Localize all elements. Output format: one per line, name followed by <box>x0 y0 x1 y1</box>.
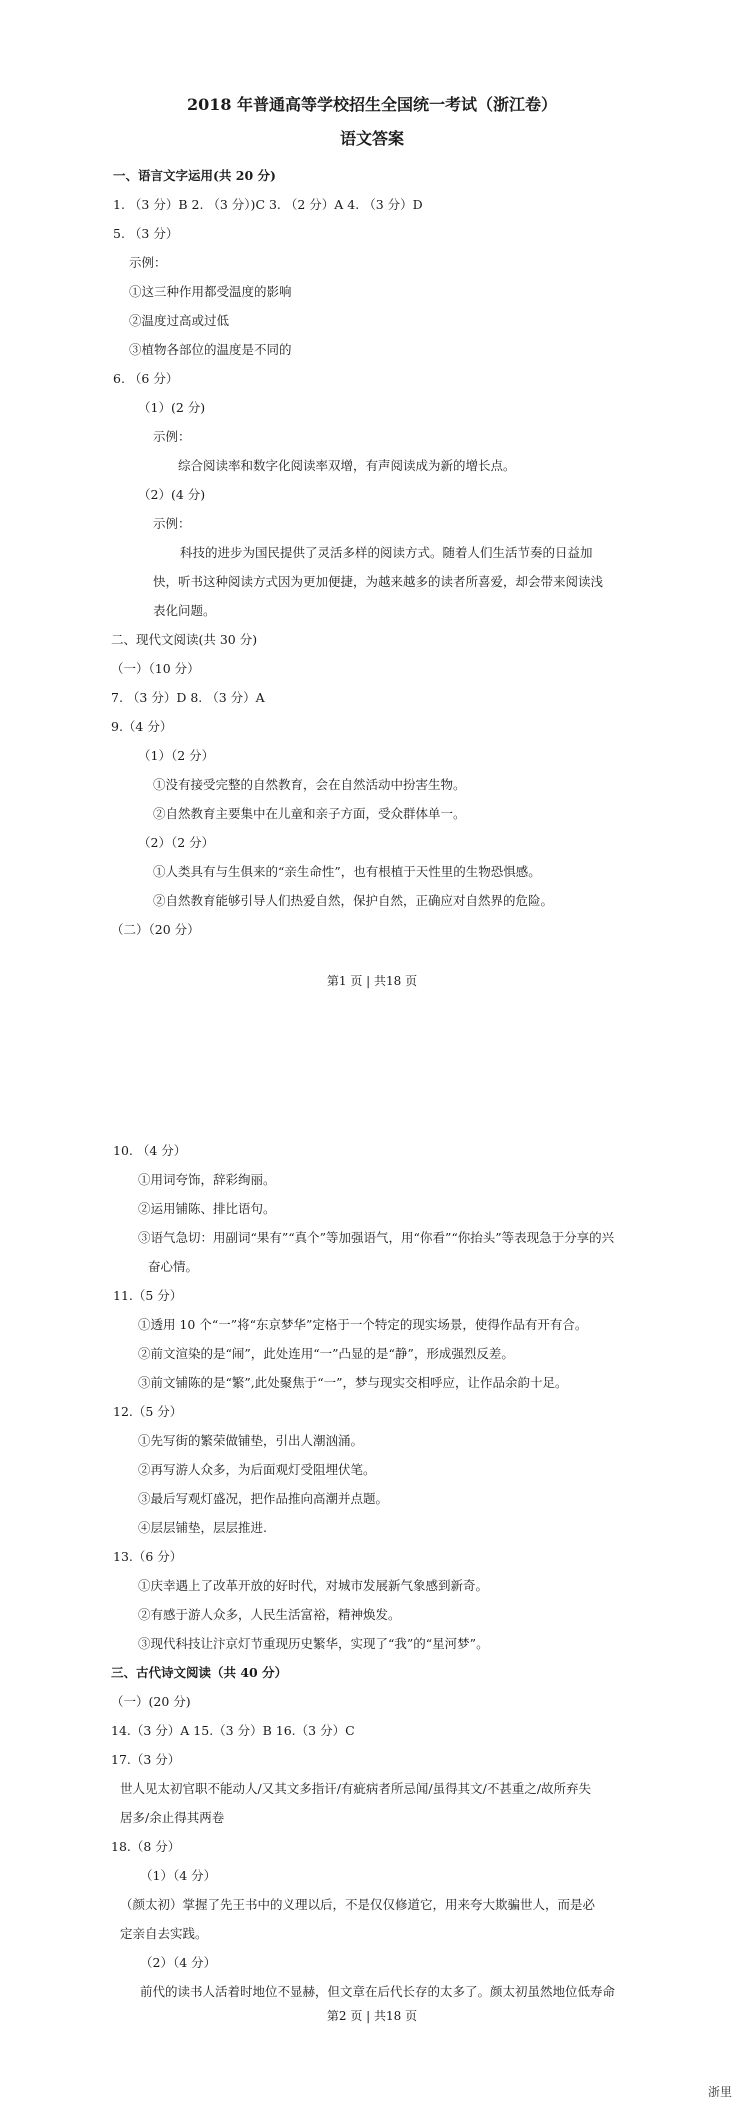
answer-line: （1）（2 分） <box>138 748 215 763</box>
answer-line: 奋心情。 <box>148 1259 199 1274</box>
answer-line: 世人见太初官职不能动人/又其文多指讦/有疵病者所忌闻/虽得其文/不甚重之/故所弃失 <box>120 1781 592 1796</box>
answer-line: ①这三种作用都受温度的影响 <box>129 284 292 299</box>
answer-line: ③前文铺陈的是“繁”,此处聚焦于“一”，梦与现实交相呼应，让作品余韵十足。 <box>138 1375 568 1390</box>
answer-line: 前代的读书人活着时地位不显赫，但文章在后代长存的太多了。颜太初虽然地位低寿命 <box>140 1984 616 1999</box>
answer-line: ②自然教育主要集中在儿童和亲子方面，受众群体单一。 <box>153 806 466 821</box>
answer-line: ③最后写观灯盛况，把作品推向高潮并点题。 <box>138 1491 389 1506</box>
answer-line: ②温度过高或过低 <box>129 313 230 328</box>
answer-line: ①庆幸遇上了改革开放的好时代，对城市发展新气象感到新奇。 <box>138 1578 489 1593</box>
answer-line: 9.（4 分） <box>111 719 173 734</box>
section-heading: 一、语言文字运用(共 20 分) <box>113 168 276 183</box>
answer-line: 快，听书这种阅读方式因为更加便捷，为越来越多的读者所喜爱，却会带来阅读浅 <box>153 574 604 589</box>
answer-line: ②自然教育能够引导人们热爱自然，保护自然，正确应对自然界的危险。 <box>153 893 554 908</box>
section-heading: 三、古代诗文阅读（共 40 分） <box>111 1665 288 1680</box>
document-title: 2018 年普通高等学校招生全国统一考试（浙江卷） <box>186 95 558 114</box>
answer-line: ②前文渲染的是“闹”，此处连用“一”凸显的是“静”，形成强烈反差。 <box>138 1346 514 1361</box>
page-footer: 第1 页 | 共18 页 <box>326 974 418 988</box>
answer-line: （一）(20 分) <box>111 1694 191 1709</box>
answer-line: ③现代科技让汴京灯节重现历史繁华，实现了“我”的“星河梦”。 <box>138 1636 489 1651</box>
answer-line: （一）（10 分） <box>111 661 200 676</box>
answer-line: 6. （6 分） <box>113 371 179 386</box>
answer-line: 12.（5 分） <box>113 1404 183 1419</box>
answer-line: ②有感于游人众多，人民生活富裕，精神焕发。 <box>138 1607 401 1622</box>
answer-line: 1. （3 分）B 2. （3 分）)C 3. （2 分）A 4. （3 分）D <box>113 197 423 212</box>
answer-line: 二、现代文阅读(共 30 分) <box>111 632 258 647</box>
answer-line: 14.（3 分）A 15.（3 分）B 16.（3 分）C <box>111 1723 355 1738</box>
answer-line: 7. （3 分）D 8. （3 分）A <box>111 690 265 705</box>
answer-line: 科技的进步为国民提供了灵活多样的阅读方式。随着人们生活节奏的日益加 <box>180 545 593 560</box>
answer-line: 综合阅读率和数字化阅读率双增，有声阅读成为新的增长点。 <box>178 458 516 473</box>
answer-line: （2）（2 分） <box>138 835 215 850</box>
answer-line: 10. （4 分） <box>113 1143 187 1158</box>
answer-line: ③植物各部位的温度是不同的 <box>129 342 292 357</box>
answer-line: ②再写游人众多，为后面观灯受阻埋伏笔。 <box>138 1462 376 1477</box>
answer-line: 示例： <box>153 516 191 531</box>
answer-line: 13.（6 分） <box>113 1549 183 1564</box>
answer-line: ②运用铺陈、排比语句。 <box>138 1201 276 1216</box>
answer-line: 表化问题。 <box>153 603 216 618</box>
page-1 <box>0 0 744 1030</box>
answer-line: 17.（3 分） <box>111 1752 181 1767</box>
answer-line: ③语气急切：用副词“果有”“真个”等加强语气，用“你看”“你抬头”等表现急于分享的兴 <box>138 1230 615 1245</box>
answer-line: 11.（5 分） <box>113 1288 183 1303</box>
watermark: 浙里 <box>708 2085 733 2099</box>
answer-line: 示例： <box>129 255 167 270</box>
document-subtitle: 语文答案 <box>339 129 404 148</box>
answer-line: ①人类具有与生俱来的“亲生命性”，也有根植于天性里的生物恐惧感。 <box>153 864 541 879</box>
answer-line: 18.（8 分） <box>111 1839 181 1854</box>
page-2 <box>0 1105 744 2104</box>
answer-line: ①没有接受完整的自然教育，会在自然活动中扮害生物。 <box>153 777 466 792</box>
answer-line: ①先写街的繁荣做铺垫，引出人潮汹涌。 <box>138 1433 364 1448</box>
answer-line: 定亲自去实践。 <box>120 1926 208 1941</box>
page-footer: 第2 页 | 共18 页 <box>326 2009 418 2023</box>
answer-line: （1）(2 分) <box>138 400 206 415</box>
answer-line: （1）（4 分） <box>140 1868 217 1883</box>
answer-line: 居多/余止得其两卷 <box>120 1810 225 1825</box>
answer-line: （颜太初）掌握了先王书中的义理以后，不是仅仅修道它，用来夸大欺骗世人，而是必 <box>120 1897 596 1912</box>
answer-line: （2）（4 分） <box>140 1955 217 1970</box>
answer-line: （2）(4 分) <box>138 487 206 502</box>
answer-line: ④层层铺垫，层层推进. <box>138 1520 267 1535</box>
answer-line: 5. （3 分） <box>113 226 179 241</box>
answer-line: ①透用 10 个“一”将“东京梦华”定格于一个特定的现实场景，使得作品有开有合。 <box>138 1317 588 1332</box>
answer-line: （二）（20 分） <box>111 922 200 937</box>
answer-line: ①用词夸饰，辞彩绚丽。 <box>138 1172 276 1187</box>
answer-line: 示例： <box>153 429 191 444</box>
